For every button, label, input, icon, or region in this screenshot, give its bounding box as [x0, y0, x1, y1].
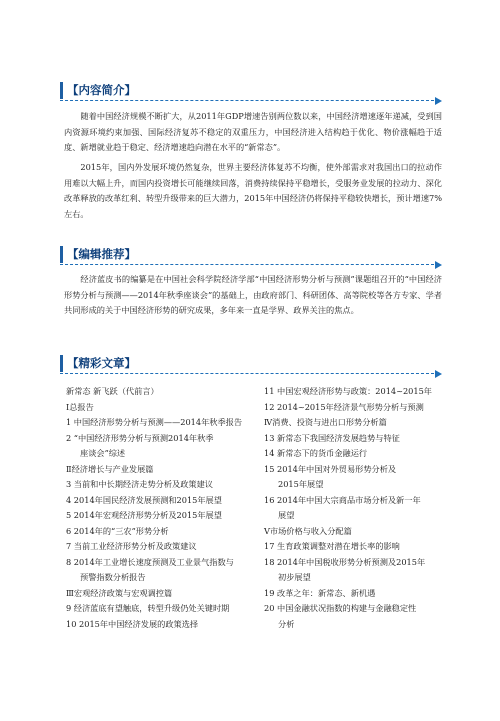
toc-part-heading[interactable]: Ⅲ宏观经济政策与宏观调控篇 [66, 587, 173, 598]
toc-item[interactable]: 20 中国金融状况指数的构建与金融稳定性 [264, 603, 417, 613]
section-title-intro: 【内容简介】 [67, 83, 136, 97]
toc-item-continued[interactable]: 2015年展望 [278, 479, 324, 489]
toc-item[interactable]: 7 当前工业经济形势分析及政策建议 [66, 541, 197, 551]
intro-paragraph-1: 随着中国经济规模不断扩大，从2011年GDP增速告别两位数以来，中国经济增速逐年递减，受到国内资源环境约束加强、国际经济复苏不稳定的双重压力，中国经济进入结构趋于优化、物价涨幅趋于适度、新增就业趋于稳定、经济增速趋向潜在水平的“新常态”。 [64, 111, 442, 152]
arrow-right-icon [435, 261, 442, 269]
toc-item[interactable]: 5 2014年宏观经济形势分析及2015年展望 [66, 510, 222, 520]
toc-item[interactable]: 8 2014年工业增长速度预测及工业景气指数与 [66, 556, 234, 567]
toc-item[interactable]: 6 2014年的“三农”形势分析 [66, 525, 169, 536]
toc-item-continued[interactable]: 初步展望 [278, 572, 311, 582]
section-title-articles: 【精彩文章】 [67, 356, 136, 370]
toc-item-continued[interactable]: 预警指数分析报告 [80, 572, 146, 582]
toc-item[interactable]: 10 2015年中国经济发展的政策选择 [66, 618, 199, 629]
toc-item[interactable]: 17 生育政策调整对潜在增长率的影响 [264, 541, 400, 551]
toc-item-continued[interactable]: 座谈会”综述 [80, 448, 126, 458]
intro-paragraph-2: 2015年，国内外发展环境仍然复杂，世界主要经济体复苏不均衡，使外部需求对我国出口的拉动作用难以大幅上升，而国内投资增长可能继续回落，消费持续保持平稳增长，受服务业发展的拉动力、深化改革释放的改革红利、转型升级带来的巨大潜力，2015年中国经济仍将保持平稳较快增长，预计增速7%左右。 [64, 162, 442, 219]
arrow-right-icon [435, 97, 442, 105]
toc-item[interactable]: 4 2014年国民经济发展预测和2015年展望 [66, 494, 222, 505]
arrow-right-icon [435, 370, 442, 378]
section-accent-bar [60, 82, 63, 99]
section-title-recommend: 【编辑推荐】 [67, 247, 136, 261]
section-dashed-rule [60, 264, 434, 265]
toc-item[interactable]: 12 2014~2015年经济景气形势分析与预测 [264, 401, 424, 412]
toc-item[interactable]: 19 改革之年：新常态、新机遇 [264, 587, 376, 598]
toc-part-heading[interactable]: Ⅱ经济增长与产业发展篇 [66, 463, 154, 474]
toc-item[interactable]: 9 经济蓝底有望触底，转型升级仍处关键时期 [66, 603, 230, 613]
section-dashed-rule [60, 100, 434, 101]
toc-item[interactable]: 14 新常态下的货币金融运行 [264, 448, 368, 458]
toc-item[interactable]: 11 中国宏观经济形势与政策：2014~2015年 [264, 386, 432, 396]
toc-preface[interactable]: 新常态 新飞跃（代前言） [66, 386, 159, 396]
section-accent-bar [60, 355, 63, 372]
recommend-paragraph: 经济蓝皮书的编纂是在中国社会科学院经济学部“中国经济形势分析与预测”课题组召开的“中国经济形势分析与预测——2014年秋季座谈会”的基础上，由政府部门、科研团体、高等院校等各方专家、学者共同形成的关于中国经济形势的研究成果，多年来一直是学界、政界关注的焦点。 [64, 274, 442, 315]
toc-part-heading[interactable]: Ⅴ市场价格与收入分配篇 [264, 525, 352, 536]
toc-item-continued[interactable]: 分析 [278, 618, 295, 629]
toc-item[interactable]: 18 2014年中国税收形势分析预测及2015年 [264, 556, 426, 567]
toc-item[interactable]: 13 新常态下我国经济发展趋势与特征 [264, 432, 400, 443]
toc-item[interactable]: 3 当前和中长期经济走势分析及政策建议 [66, 479, 213, 489]
section-dashed-rule [60, 373, 434, 374]
toc-right-column [264, 384, 444, 632]
toc-left-column [66, 384, 258, 632]
toc-item[interactable]: 1 中国经济形势分析与预测——2014年秋季报告 [66, 417, 243, 427]
toc-item-continued[interactable]: 展望 [278, 510, 295, 520]
section-accent-bar [60, 246, 63, 263]
toc-item[interactable]: 15 2014年中国对外贸易形势分析及 [264, 463, 397, 474]
toc-item[interactable]: 16 2014年中国大宗商品市场分析及新一年 [264, 494, 421, 505]
toc-part-heading[interactable]: Ⅰ总报告 [66, 401, 94, 412]
toc-item[interactable]: 2 “中国经济形势分析与预测2014年秋季 [66, 432, 214, 443]
section-header-intro [60, 82, 442, 99]
section-header-articles [60, 355, 442, 372]
section-header-recommend [60, 246, 442, 263]
toc-part-heading[interactable]: Ⅳ消费、投资与进出口形势分析篇 [264, 417, 387, 427]
